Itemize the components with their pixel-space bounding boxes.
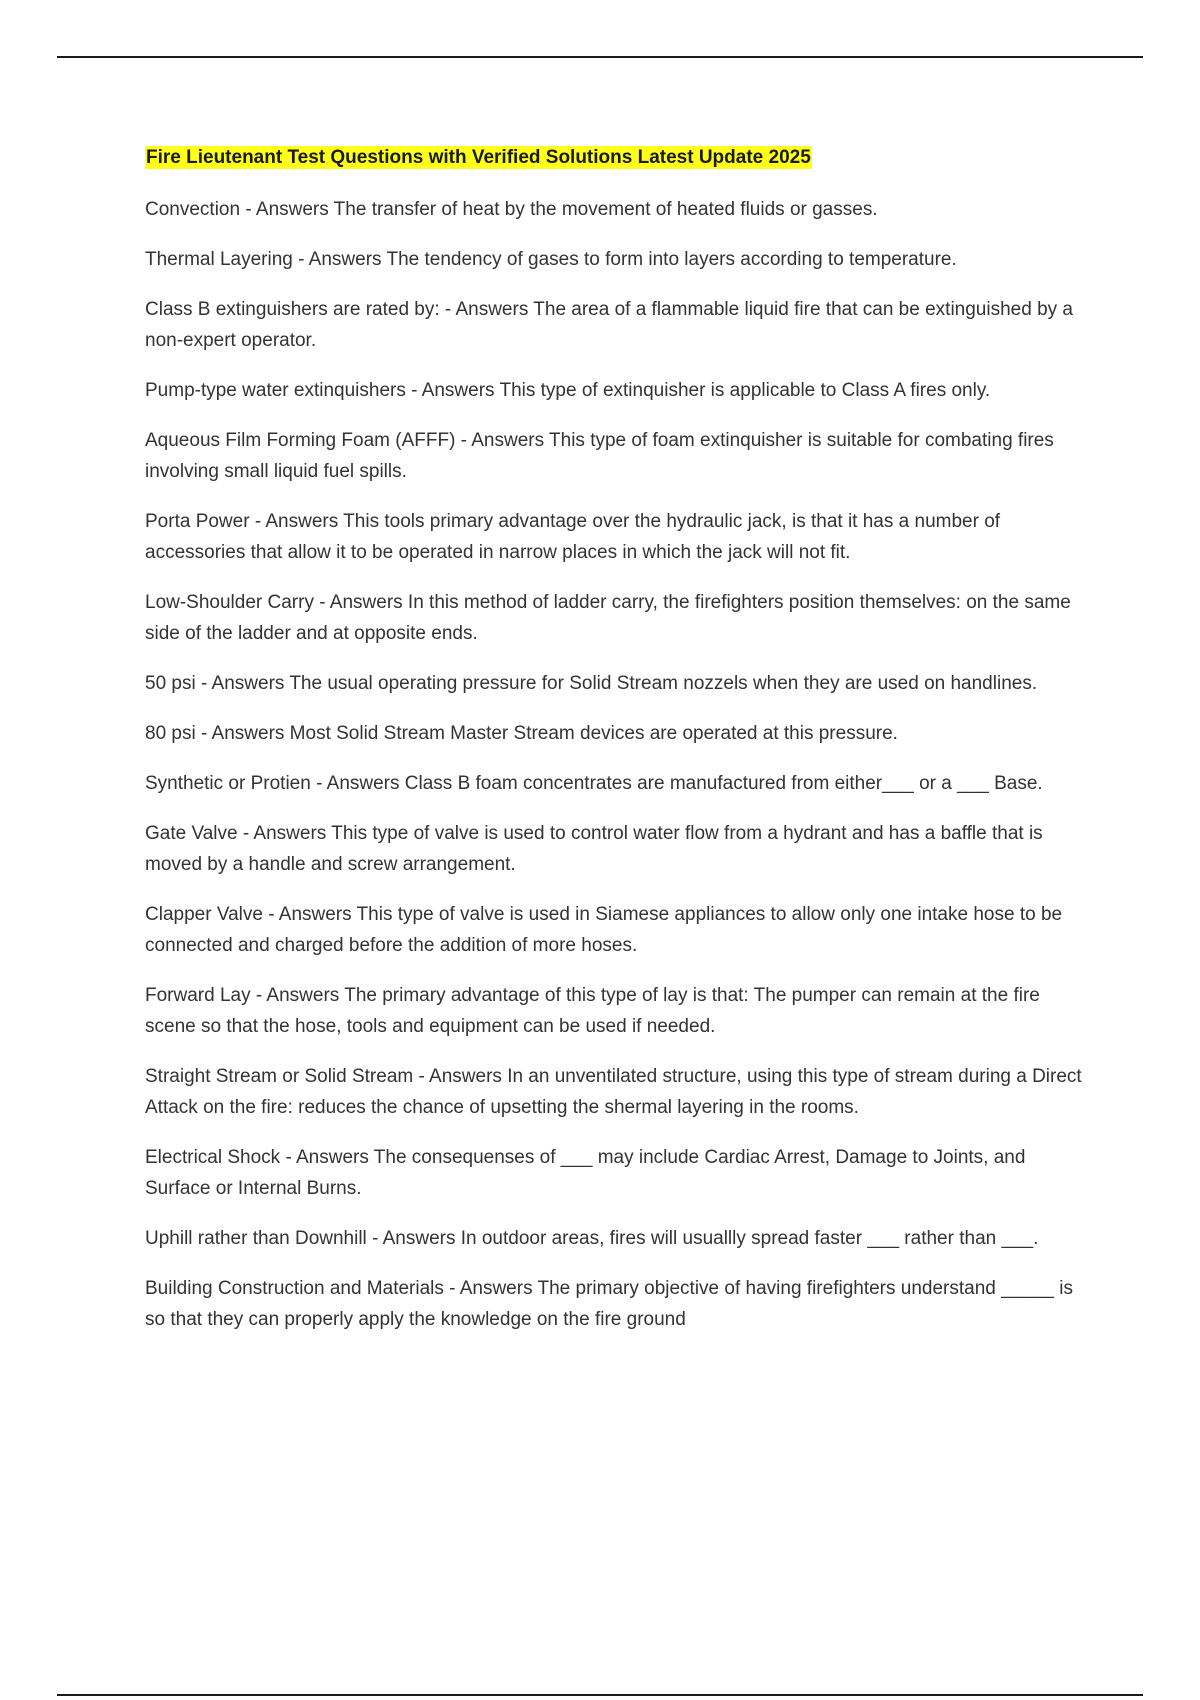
qa-item: Synthetic or Protien - Answers Class B foam concentrates are manufactured from either___ or a ___ Base.	[145, 773, 1043, 794]
footer-rule	[57, 1694, 1143, 1696]
qa-item: Clapper Valve - Answers This type of valve is used in Siamese appliances to allow only one intake hose to be connected and charged before the addition of more hoses.	[145, 904, 1063, 956]
qa-item: Straight Stream or Solid Stream - Answers In an unventilated structure, using this type of stream during a Direct Attack on the fire: reduces the chance of upsetting the shermal layering in the rooms.	[145, 1066, 1082, 1118]
header-rule	[57, 56, 1143, 58]
qa-item: Gate Valve - Answers This type of valve is used to control water flow from a hydrant and has a baffle that is moved by a handle and screw arrangement.	[145, 823, 1043, 875]
document-body	[145, 140, 1090, 1354]
qa-item: Low-Shoulder Carry - Answers In this method of ladder carry, the firefighters position themselves: on the same side of the ladder and at opposite ends.	[145, 592, 1071, 644]
qa-item: Pump-type water extinquishers - Answers This type of extinquisher is applicable to Class A fires only.	[145, 380, 991, 401]
qa-item: Aqueous Film Forming Foam (AFFF) - Answers This type of foam extinquisher is suitable for combating fires involving small liquid fuel spills.	[145, 430, 1054, 482]
qa-item: Electrical Shock - Answers The consequenses of ___ may include Cardiac Arrest, Damage to Joints, and Surface or Internal Burns.	[145, 1147, 1026, 1199]
qa-item: 80 psi - Answers Most Solid Stream Master Stream devices are operated at this pressure.	[145, 723, 898, 744]
qa-item: Uphill rather than Downhill - Answers In outdoor areas, fires will usuallly spread faster ___ rather than ___.	[145, 1228, 1039, 1249]
document-title	[145, 140, 1090, 176]
document-title-text: Fire Lieutenant Test Questions with Verified Solutions Latest Update 2025	[146, 147, 811, 168]
qa-item: Building Construction and Materials - Answers The primary objective of having firefighters understand _____ is so that they can properly apply the knowledge on the fire ground	[145, 1278, 1073, 1330]
qa-item: Class B extinguishers are rated by: - Answers The area of a flammable liquid fire that can be extinguished by a non-expert operator.	[145, 299, 1073, 351]
qa-item: Thermal Layering - Answers The tendency of gases to form into layers according to temperature.	[145, 249, 957, 270]
qa-item: 50 psi - Answers The usual operating pressure for Solid Stream nozzels when they are used on handlines.	[145, 673, 1038, 694]
qa-item: Convection - Answers The transfer of heat by the movement of heated fluids or gasses.	[145, 199, 878, 220]
qa-item: Forward Lay - Answers The primary advantage of this type of lay is that: The pumper can remain at the fire scene so that the hose, tools and equipment can be used if needed.	[145, 985, 1040, 1037]
qa-item: Porta Power - Answers This tools primary advantage over the hydraulic jack, is that it has a number of accessories that allow it to be operated in narrow places in which the jack will not fit.	[145, 511, 1001, 563]
